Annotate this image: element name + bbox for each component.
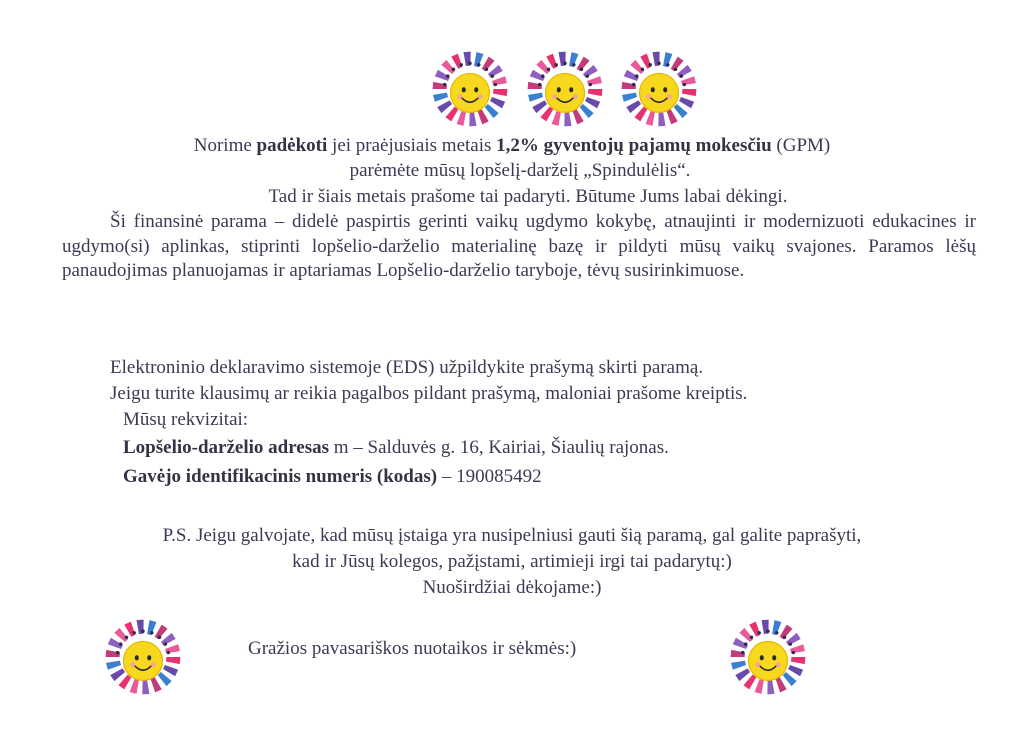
- help-instruction: Jeigu turite klausimų ar reikia pagalbos pildant prašymą, maloniai prašome kreiptis.: [110, 383, 748, 404]
- sun-logo-graphic: [729, 618, 807, 696]
- support-paragraph: [62, 210, 976, 284]
- intro-line-1: [0, 134, 1024, 158]
- sun-logo-graphic: [526, 50, 604, 128]
- ps-line-1: P.S. Jeigu galvojate, kad mūsų įstaiga yra nusipelniusi gauti šią paramą, gal galite paprašyti,: [162, 525, 862, 546]
- sun-logo-graphic: [104, 618, 182, 696]
- eds-instruction: Elektroninio deklaravimo sistemoje (EDS) užpildykite prašymą skirti paramą.: [110, 357, 704, 378]
- sun-logo-graphic: [620, 50, 698, 128]
- address-label: Lopšelio-darželio adresas: [123, 437, 330, 458]
- sun-logo-icon: [620, 50, 698, 128]
- ps-line-3: Nuoširdžiai dėkojame:): [422, 577, 602, 598]
- sun-logo-icon: [104, 618, 182, 696]
- address-value: m – Salduvės g. 16, Kairiai, Šiaulių rajonas.: [329, 437, 669, 458]
- intro-line-2: parėmėte mūsų lopšelį-darželį „Spindulėlis“.: [349, 160, 691, 181]
- sun-logo-icon: [431, 50, 509, 128]
- support-paragraph-text: Ši finansinė parama – didelė paspirtis gerinti vaikų ugdymo kokybę, atnaujinti ir modernizuoti edukacines ir ugdymo(si) aplinkas, stiprinti lopšelio-darželio materialinę bazę ir pildyti mūsų vaikų svajones. Paramos lėšų panaudojimas planuojamas ir aptariamas Lopšelio-darželio taryboje, tėvų susirinkimuose.: [62, 211, 976, 281]
- code-label: Gavėjo identifikacinis numeris (kodas): [123, 466, 438, 487]
- ps-line-2: kad ir Jūsų kolegos, pažįstami, artimieji irgi tai padarytų:): [292, 551, 732, 572]
- intro-bold-gpm: 1,2% gyventojų pajamų mokesčiu: [496, 135, 772, 156]
- intro-bold-thank: padėkoti: [256, 135, 328, 156]
- intro-text: Norime: [193, 135, 257, 156]
- requisites-heading: Mūsų rekvizitai:: [123, 409, 249, 430]
- code-value: – 190085492: [437, 466, 542, 487]
- intro-text: jei praėjusiais metais: [327, 135, 497, 156]
- sun-logo-graphic: [431, 50, 509, 128]
- requisites-code: [123, 465, 542, 489]
- intro-text: (GPM): [771, 135, 831, 156]
- requisites-address: [123, 436, 669, 460]
- sun-logo-icon: [729, 618, 807, 696]
- closing-text: Gražios pavasariškos nuotaikos ir sėkmės:): [248, 638, 577, 659]
- sun-logo-icon: [526, 50, 604, 128]
- intro-line-3: Tad ir šiais metais prašome tai padaryti. Būtume Jums labai dėkingi.: [268, 186, 788, 207]
